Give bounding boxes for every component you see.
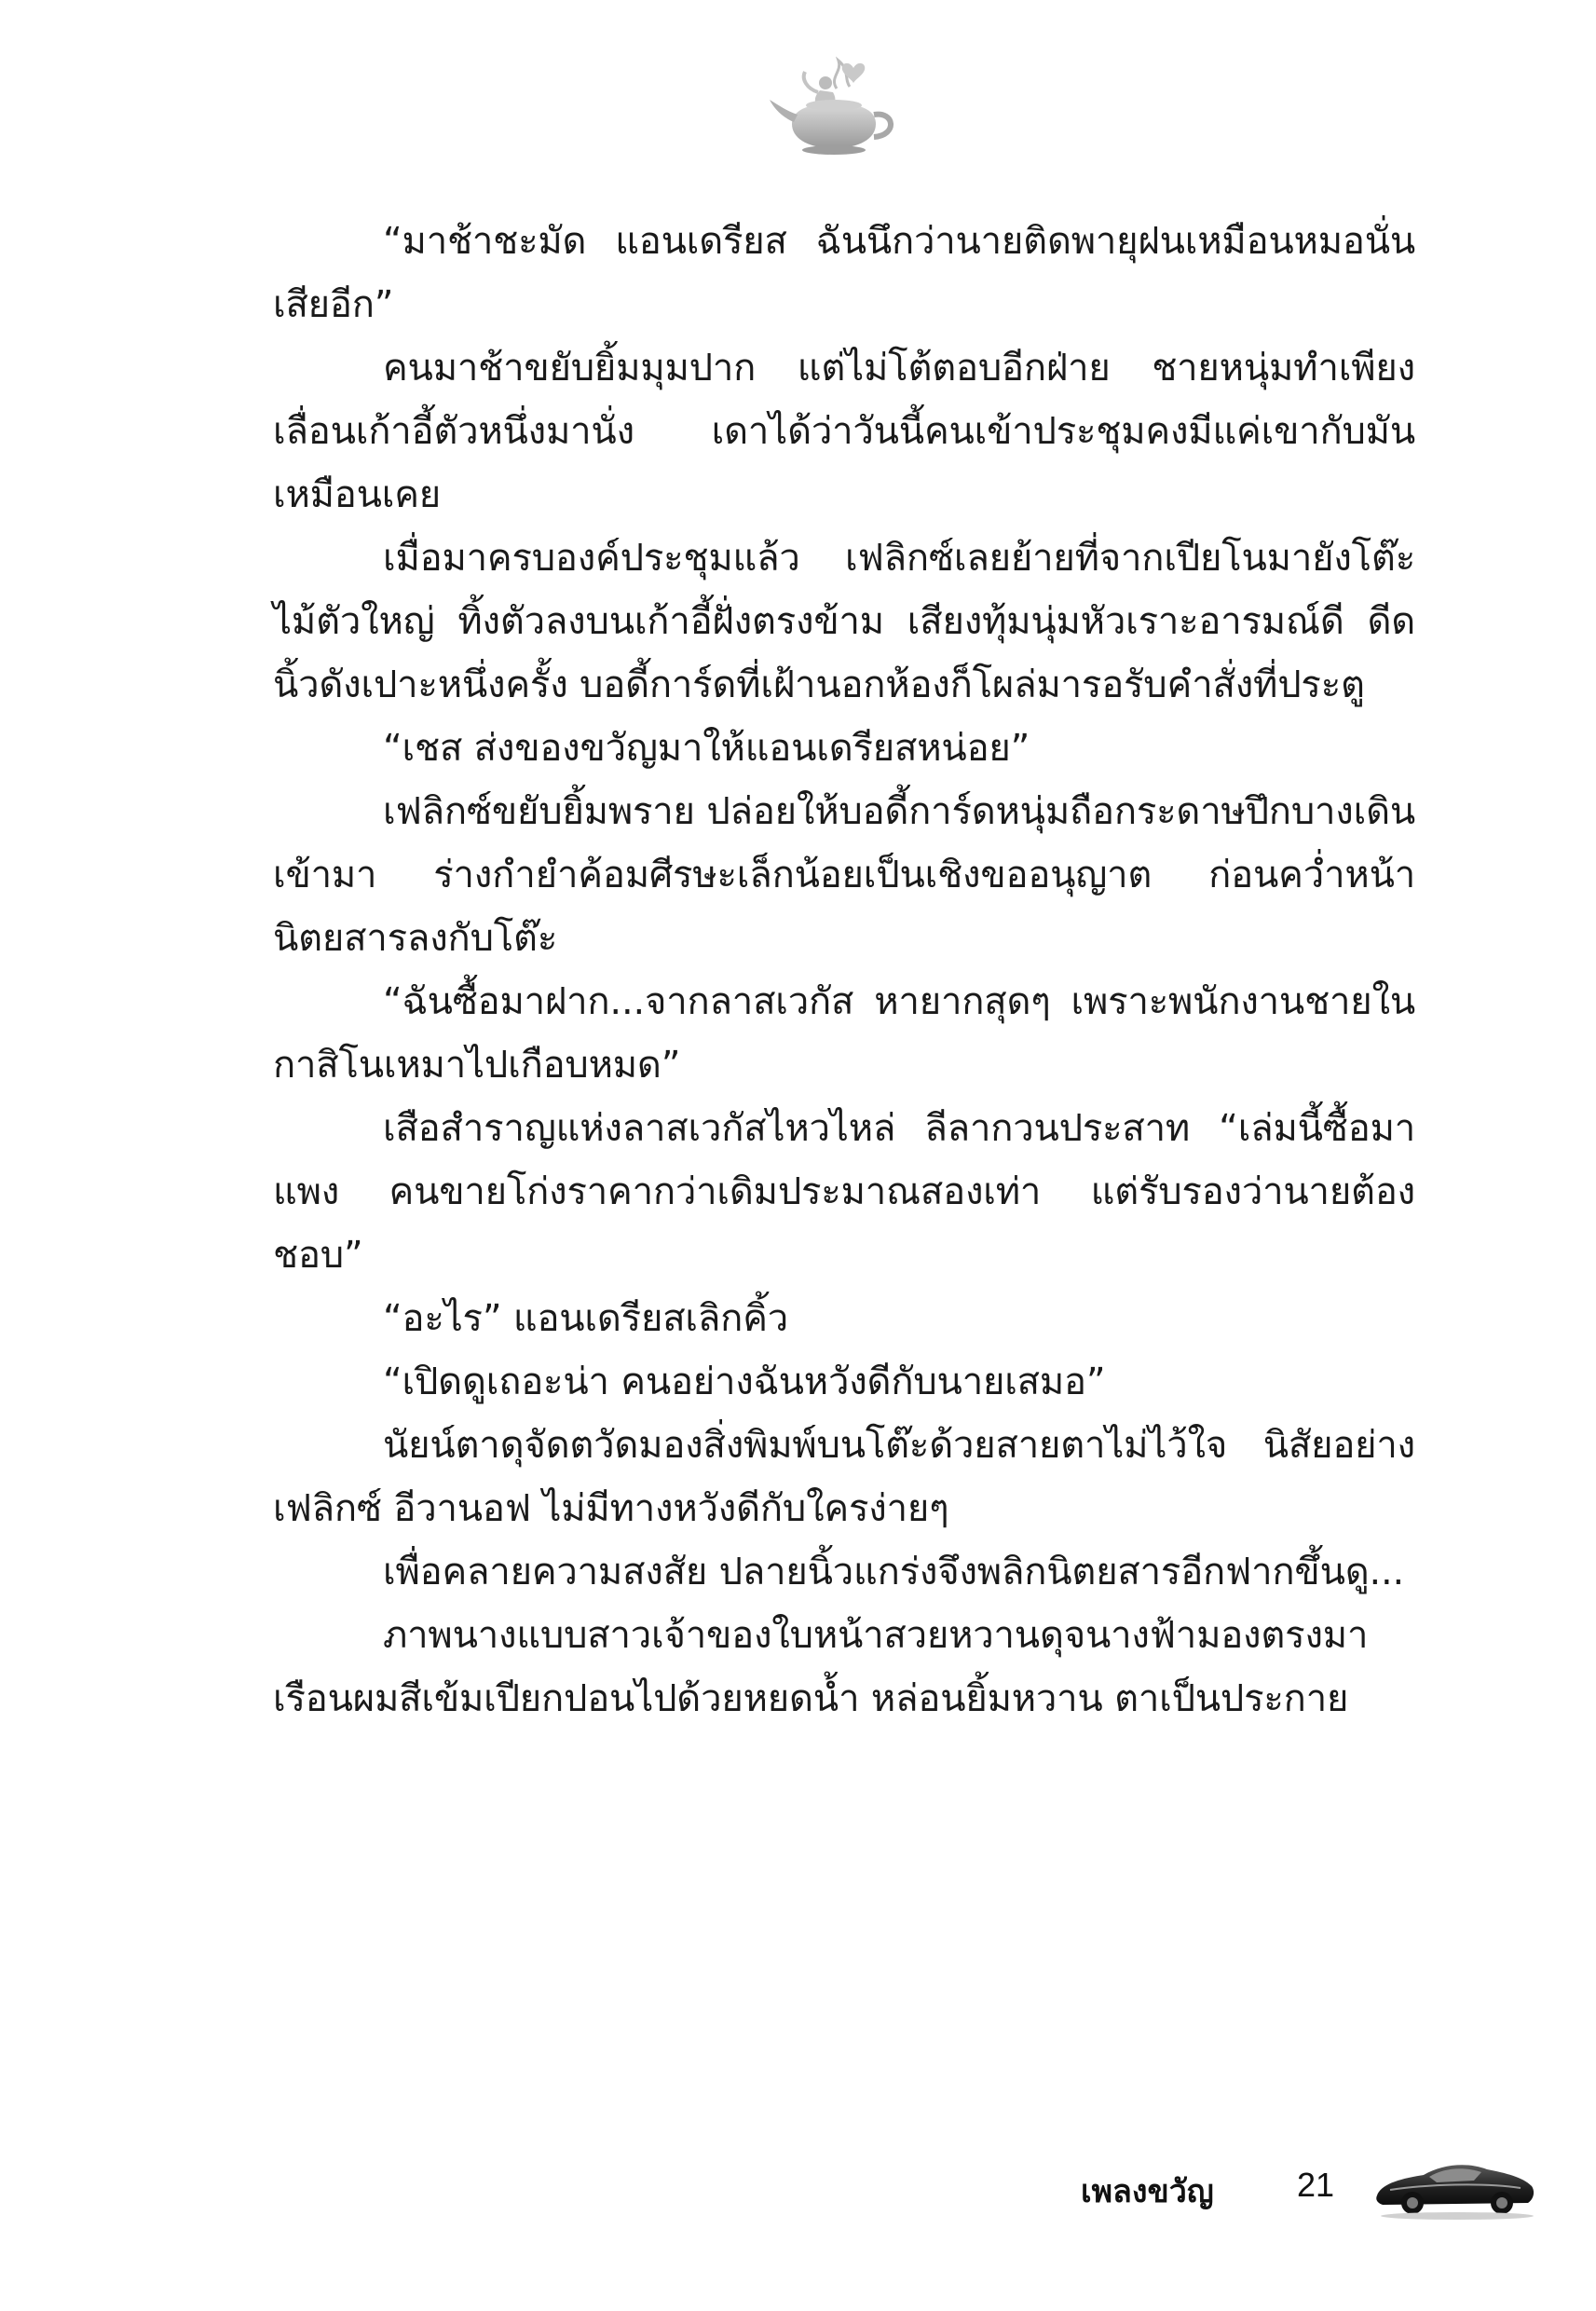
- paragraph: “เชส ส่งของขวัญมาให้แอนเดรียสหน่อย”: [383, 727, 1030, 770]
- paragraph: เพื่อคลายความสงสัย ปลายนิ้วแกร่งจึงพลิกนิตยสารอีกฟากขึ้นดู...: [383, 1551, 1405, 1593]
- paragraph: ภาพนางแบบสาวเจ้าของใบหน้าสวยหวานดุจนางฟ้ามองตรงมาเรือนผมสีเข้มเปียกปอนไปด้วยหยดน้ำ หล่อนยิ้มหวาน ตาเป็นประกาย: [273, 1614, 1369, 1720]
- page-footer: [1081, 2143, 1528, 2227]
- body-text: [273, 210, 1415, 1730]
- page-number: 21: [1297, 2166, 1335, 2204]
- paragraph: “มาช้าชะมัด แอนเดรียส ฉันนึกว่านายติดพายุฝนเหมือนหมอนั่นเสียอีก”: [273, 220, 1415, 326]
- paragraph: คนมาช้าขยับยิ้มมุมปาก แต่ไม่โต้ตอบอีกฝ่าย ชายหนุ่มทำเพียงเลื่อนเก้าอี้ตัวหนึ่งมานั่ง เดาได้ว่าวันนี้คนเข้าประชุมคงมีแค่เขากับมันเหมือนเคย: [273, 347, 1415, 516]
- paragraph: “ฉันซื้อมาฝาก...จากลาสเวกัส หายากสุดๆ เพราะพนักงานชายในกาสิโนเหมาไปเกือบหมด”: [273, 980, 1415, 1087]
- paragraph: เฟลิกซ์ขยับยิ้มพราย ปล่อยให้บอดี้การ์ดหนุ่มถือกระดาษปึกบางเดินเข้ามา ร่างกำยำค้อมศีรษะเล็กน้อยเป็นเชิงขออนุญาต ก่อนคว่ำหน้านิตยสารลงกับโต๊ะ: [273, 790, 1416, 960]
- paragraph: เสือสำราญแห่งลาสเวกัสไหวไหล่ ลีลากวนประสาท “เล่มนี้ซื้อมาแพง คนขายโก่งราคากว่าเดิมประมาณสองเท่า แต่รับรองว่านายต้องชอบ”: [273, 1107, 1415, 1277]
- mermaid-teapot-logo-icon: [764, 51, 904, 163]
- book-title: เพลงขวัญ: [1081, 2173, 1214, 2210]
- paragraph: “เปิดดูเถอะน่า คนอย่างฉันหวังดีกับนายเสมอ”: [383, 1361, 1106, 1403]
- sports-car-icon: [1371, 2149, 1539, 2223]
- paragraph: เมื่อมาครบองค์ประชุมแล้ว เฟลิกซ์เลยย้ายที่จากเปียโนมายังโต๊ะไม้ตัวใหญ่ ทิ้งตัวลงบนเก้าอี้ฝั่งตรงข้าม เสียงทุ้มนุ่มหัวเราะอารมณ์ดี ดีดนิ้วดังเปาะหนึ่งครั้ง บอดี้การ์ดที่เฝ้านอกห้องก็โผล่มารอรับคำสั่งที่ประตู: [273, 537, 1415, 706]
- paragraph: “อะไร” แอนเดรียสเลิกคิ้ว: [383, 1297, 789, 1340]
- paragraph: นัยน์ตาดุจัดตวัดมองสิ่งพิมพ์บนโต๊ะด้วยสายตาไม่ไว้ใจ นิสัยอย่าง เฟลิกซ์ อีวานอฟ ไม่มีทางหวังดีกับใครง่ายๆ: [273, 1424, 1415, 1530]
